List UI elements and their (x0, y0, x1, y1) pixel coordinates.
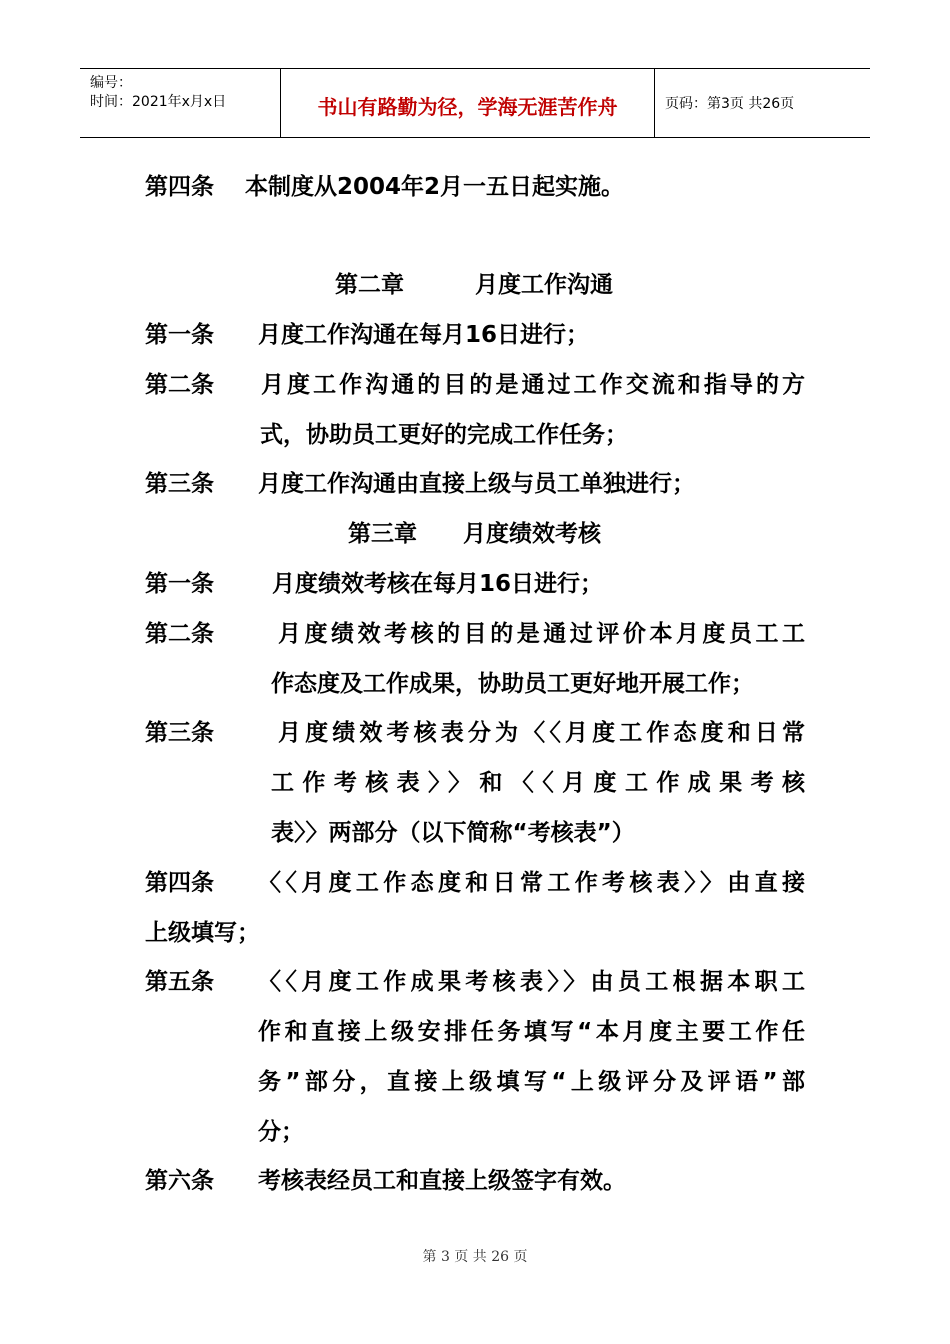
article-label: 第四条 (145, 870, 214, 896)
article-label: 第一条 (145, 571, 214, 597)
article-line: 作和直接上级安排任务填写“本月度主要工作任 (258, 1019, 805, 1045)
article-label: 第六条 (145, 1168, 214, 1194)
article-label: 第三条 (145, 471, 214, 497)
chapter-subtitle: 月度绩效考核 (463, 521, 601, 547)
article-label: 第三条 (145, 720, 214, 746)
article-line: 月度工作沟通由直接上级与员工单独进行； (258, 471, 695, 497)
article-line: 〈〈月度工作态度和日常工作考核表〉〉由直接 (258, 870, 805, 896)
article-text: 本制度从2004年2月一五日起实施。 (245, 174, 625, 200)
time-label: 时间：2021年x月x日 (90, 94, 227, 110)
article-line: 表〉〉两部分（以下简称“考核表”） (271, 820, 635, 846)
article-line: 〈〈月度工作成果考核表〉〉由员工根据本职工 (258, 969, 805, 995)
chapter-title: 第二章 (335, 272, 404, 298)
header-meta-cell (80, 69, 281, 137)
article-line: 上级填写； (145, 920, 260, 946)
article-label: 第四条 (145, 174, 214, 200)
chapter-title: 第三章 (348, 521, 417, 547)
page-footer: 第 3 页 共 26 页 (422, 1249, 528, 1265)
article-label: 第一条 (145, 322, 214, 348)
number-label: 编号： (90, 75, 132, 91)
article-line: 式，协助员工更好的完成工作任务； (260, 422, 628, 448)
article-line: 月度工作沟通在每月16日进行； (258, 322, 590, 348)
motto-text: 书山有路勤为径，学海无涯苦作舟 (317, 95, 618, 119)
article-line: 考核表经员工和直接上级签字有效。 (258, 1168, 626, 1194)
chapter-subtitle: 月度工作沟通 (475, 272, 613, 298)
article-line: 务”部分，直接上级填写“上级评分及评语”部 (258, 1069, 805, 1095)
page-header (80, 68, 870, 138)
header-motto-cell (281, 69, 655, 137)
article-line: 作态度及工作成果，协助员工更好地开展工作； (271, 671, 754, 697)
article-line: 工作考核表〉〉和〈〈月度工作成果考核 (271, 770, 805, 796)
article-line: 月度绩效考核表分为〈〈月度工作态度和日常 (278, 720, 805, 746)
article-line: 月度工作沟通的目的是通过工作交流和指导的方 (261, 372, 805, 398)
article-label: 第二条 (145, 372, 214, 398)
article-line: 月度绩效考核在每月16日进行； (272, 571, 604, 597)
article-label: 第二条 (145, 621, 214, 647)
article-label: 第五条 (145, 969, 214, 995)
page-info: 页码：第3页 共26页 (665, 96, 795, 112)
article-line: 月度绩效考核的目的是通过评价本月度员工工 (278, 621, 805, 647)
article-line: 分； (258, 1119, 304, 1145)
